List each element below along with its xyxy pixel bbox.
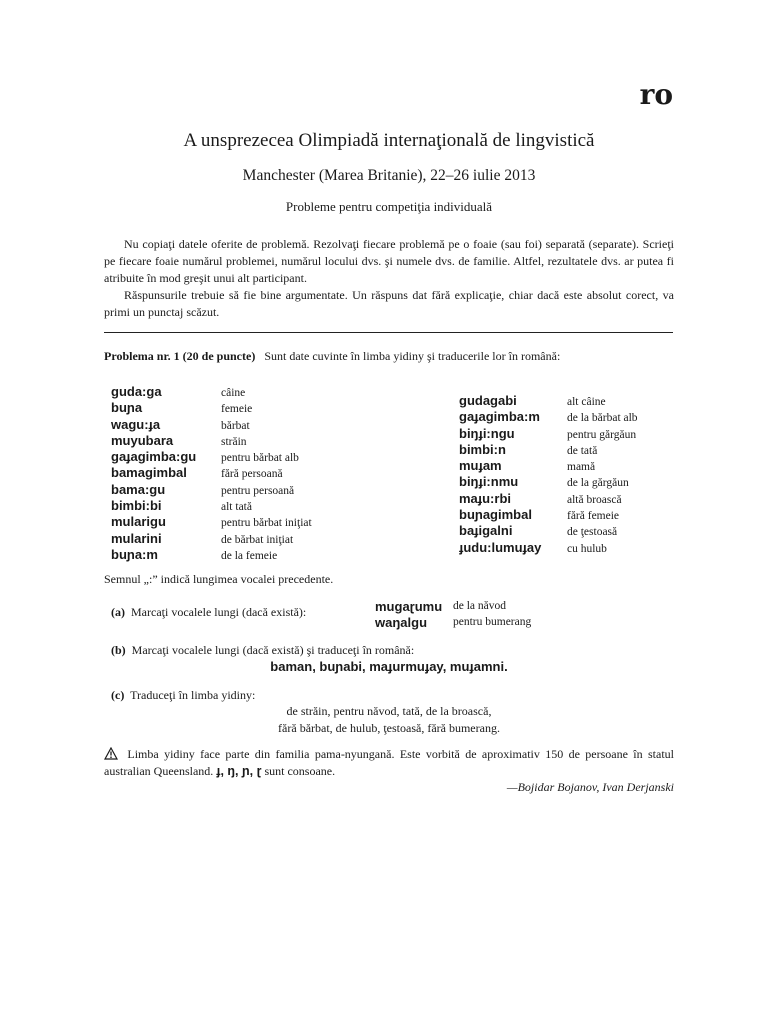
yidiny-word: muyubara — [111, 432, 174, 448]
remark-text: Limba yidiny face parte din familia pama-nyungană. Este vorbită de aproximativ 150 de persoane în statul australian Queensland. — [104, 747, 675, 778]
instructions-paragraph-2: Răspunsurile trebuie să fie bine argumentate. Un răspuns dat fără explicaţie, chiar dacă este absolut corect, va primi un punctaj scăzut. — [104, 288, 674, 319]
word-pair-row — [459, 474, 638, 490]
task-c-text: Traduceţi în limba yidiny: — [130, 688, 256, 702]
romanian-translation: câine — [221, 387, 246, 399]
contest-subtitle: Probleme pentru competiţia individuală — [285, 199, 493, 214]
yidiny-word: muɟam — [459, 458, 502, 474]
word-pair-row — [111, 547, 312, 563]
yidiny-word: bimbi:n — [459, 441, 506, 457]
word-pair-row — [111, 531, 312, 547]
yidiny-word: mularini — [111, 530, 162, 546]
yidiny-word: buɲa:m — [111, 546, 158, 562]
problem-authors: —Bojidar Bojanov, Ivan Derjanski — [506, 780, 674, 794]
word-pair-row — [459, 458, 638, 474]
romanian-translation: pentru persoană — [221, 484, 295, 497]
task-c-label: (c) — [111, 688, 125, 702]
task-a — [111, 605, 306, 620]
romanian-translation: alt tată — [221, 501, 252, 514]
word-pair-row — [111, 498, 312, 514]
romanian-translation: cu hulub — [567, 542, 607, 555]
word-pair-row — [459, 491, 638, 507]
yidiny-word: biŋɟi:nmu — [459, 474, 519, 490]
romanian-translation: femeie — [221, 403, 253, 416]
olympiad-location-date: Manchester (Marea Britanie), 22–26 iulie 2013 — [242, 167, 536, 184]
romanian-translation: străin — [221, 435, 247, 448]
word-pair-row — [111, 384, 312, 400]
word-pair-row — [459, 507, 638, 523]
task-a-word: mugaɽumu — [375, 598, 443, 614]
task-b-text: Marcaţi vocalele lungi (dacă există) şi traduceţi în română: — [131, 643, 415, 657]
task-b — [111, 643, 414, 658]
remark-consonants-tail: sunt consoane. — [264, 764, 336, 778]
romanian-translation: fără femeie — [567, 510, 620, 523]
word-list-right — [459, 393, 638, 556]
task-b-label: (b) — [111, 643, 126, 657]
problem-title: Problema nr. 1 (20 de puncte) — [104, 349, 256, 363]
romanian-translation: pentru bărbat alb — [221, 452, 299, 465]
yidiny-word: biŋɟi:ngu — [459, 425, 515, 441]
word-pair-row — [459, 540, 638, 556]
task-c-line-1: de străin, pentru năvod, tată, de la broască, — [286, 704, 492, 718]
task-a-row — [375, 614, 531, 630]
task-a-word: waŋalgu — [375, 614, 428, 630]
word-pair-row — [111, 400, 312, 416]
word-pair-row — [111, 449, 312, 465]
romanian-translation: fără persoană — [221, 468, 283, 481]
task-a-text: Marcaţi vocalele lungi (dacă există): — [131, 605, 307, 619]
yidiny-word: maɟu:rbi — [459, 490, 511, 506]
yidiny-word: guda:ga — [111, 384, 162, 399]
length-note: Semnul „:” indică lungimea vocalei precedente. — [104, 572, 334, 586]
romanian-translation: pentru gărgăun — [567, 428, 637, 441]
section-divider — [104, 332, 673, 333]
romanian-translation: alt câine — [567, 396, 606, 408]
yidiny-word: buɲa — [111, 400, 143, 416]
yidiny-word: gaɟagimba:gu — [111, 449, 197, 465]
word-pair-row — [459, 426, 638, 442]
yidiny-word: bimbi:bi — [111, 498, 162, 514]
task-a-translation: pentru bumerang — [453, 616, 532, 628]
task-c-line-2: fără bărbat, de hulub, ţestoasă, fără bumerang. — [278, 721, 500, 735]
romanian-translation: de la gărgăun — [567, 477, 629, 490]
word-pair-row — [459, 409, 638, 425]
warning-triangle-icon — [104, 746, 122, 763]
word-pair-row — [111, 514, 312, 530]
task-c — [111, 688, 255, 703]
yidiny-word: gaɟagimba:m — [459, 409, 540, 425]
yidiny-word: mularigu — [111, 514, 166, 530]
task-a-row — [375, 598, 531, 614]
yidiny-word: buɲagimbal — [459, 507, 532, 523]
yidiny-word: baɟigalni — [459, 523, 513, 539]
romanian-translation: de tată — [567, 444, 598, 457]
word-pair-row — [111, 482, 312, 498]
problem-heading — [104, 348, 674, 364]
language-remark — [104, 746, 674, 780]
task-a-translation: de la năvod — [453, 600, 507, 612]
yidiny-word: bamagimbal — [111, 465, 187, 481]
word-pair-row — [111, 417, 312, 433]
romanian-translation: de ţestoasă — [567, 526, 618, 539]
task-a-words — [375, 598, 531, 630]
instructions-paragraph-1: Nu copiaţi datele oferite de problemă. Rezolvaţi fiecare problemă pe o foaie (sau foi) separată (separate). Scrieţi pe fiecare foaie numărul problemei, numărul locului dvs. şi numele dvs. de familie. Altfel, rezultatele dvs. ar putea fi atribuite în mod greşit unui alt participant. — [104, 237, 674, 285]
romanian-translation: de la femeie — [221, 549, 278, 562]
romanian-translation: pentru bărbat iniţiat — [221, 517, 312, 530]
olympiad-title: A unsprezecea Olimpiadă internaţională de lingvistică — [183, 130, 595, 151]
yidiny-word: bama:gu — [111, 481, 166, 497]
word-pair-row — [459, 523, 638, 539]
romanian-translation: mamă — [567, 461, 596, 474]
word-pair-row — [459, 393, 638, 409]
word-pair-row — [111, 465, 312, 481]
task-b-words: baman, buɲabi, maɟurmuɟay, muɟamni. — [270, 659, 508, 674]
language-code: ro — [639, 78, 673, 111]
word-pair-row — [111, 433, 312, 449]
romanian-translation: de bărbat iniţiat — [221, 533, 294, 546]
romanian-translation: de la bărbat alb — [567, 412, 638, 425]
problem-statement: Sunt date cuvinte în limba yidiny şi traducerile lor în română: — [264, 349, 561, 363]
romanian-translation: altă broască — [567, 493, 622, 506]
yidiny-word: wagu:ɟa — [111, 416, 161, 432]
instructions — [104, 236, 674, 321]
remark-consonants: ɟ, ŋ, ɲ, ɽ — [216, 764, 262, 778]
yidiny-word: gudagabi — [459, 393, 517, 408]
romanian-translation: bărbat — [221, 419, 250, 432]
word-pair-row — [459, 442, 638, 458]
word-list-left — [111, 384, 312, 563]
yidiny-word: ɟudu:lumuɟay — [459, 539, 542, 555]
task-a-label: (a) — [111, 605, 125, 619]
